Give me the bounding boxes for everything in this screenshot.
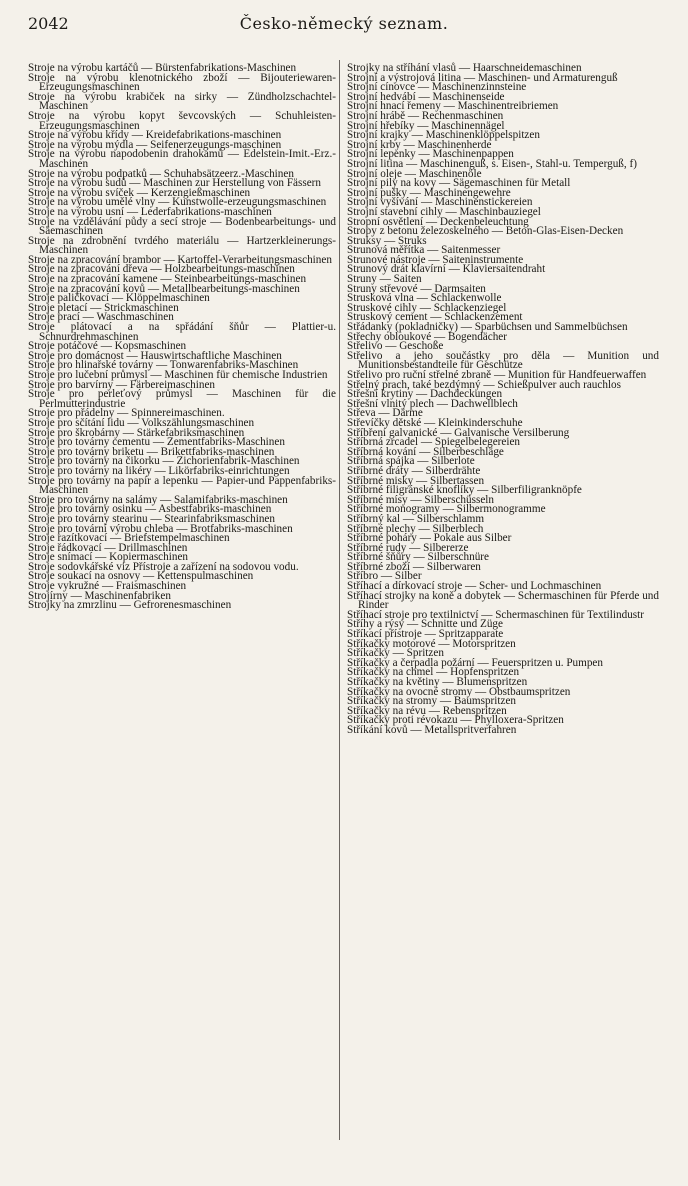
- index-entry: Střeva — Därme: [347, 407, 423, 420]
- index-entry: Strojní krajky — Maschinenklöppelspitzen: [347, 129, 540, 142]
- index-entry: Stroje pro továrny na papír a lepenku — Papier-und Pappenfabriks-Maschinen: [28, 474, 336, 497]
- index-entry: Stroje na zpracování kovů — Metallbearbeitungs-maschinen: [28, 282, 300, 295]
- index-entry: Stroje na zdrobnění tvrdého materiálu — Hartzerkleinerungs-Maschinen: [28, 234, 336, 257]
- page-title: Česko-německý seznam.: [239, 14, 449, 33]
- left-column: [28, 64, 336, 611]
- index-entry: Stříbrné šňůry — Silberschnüre: [347, 551, 489, 564]
- index-entry: Struskové cihly — Schlackenziegel: [347, 301, 507, 314]
- index-entry: Stříbrné plechy — Silberblech: [347, 522, 484, 535]
- index-entry: Strojní oleje — Maschinenöle: [347, 167, 482, 180]
- index-entry: Strojní pušky — Maschinengewehre: [347, 186, 511, 199]
- index-entry: Stroje pro továrny stearinu — Stearinfabriksmaschinen: [28, 512, 275, 525]
- index-entry: Strojní krby — Maschinenherde: [347, 138, 492, 151]
- index-entry: Strojky na zmrzlinu — Gefrorenesmaschinen: [28, 599, 232, 612]
- index-entry: Stroje vykružné — Fraismaschinen: [28, 580, 187, 593]
- index-entry: Střádanky (pokladničky) — Sparbüchsen und Sammelbüchsen: [347, 321, 628, 334]
- index-entry: Stříkačky na ovocné stromy — Obstbaumspritzen: [347, 685, 571, 698]
- index-entry: Stroje na výrobu svíček — Kerzengießmaschinen: [28, 186, 251, 199]
- index-entry: Strojní stavební cihly — Maschinbauziegel: [347, 205, 541, 218]
- index-entry: Stroje na zpracování brambor — Kartoffel-Verarbeitungsmaschinen: [28, 253, 332, 266]
- index-entry: Strojní cínovce — Maschinenzinnsteine: [347, 81, 527, 94]
- index-entry: Stroje plátovací a na spřádání šňůr — Plattier-u. Schnurdrehmaschinen: [28, 321, 336, 343]
- index-entry: Struskový cement — Schlackenzement: [347, 311, 523, 324]
- index-entry: Střechy obloukové — Bogendächer: [347, 330, 508, 343]
- index-entry: Stříhy a rýsy — Schnitte und Züge: [347, 618, 503, 631]
- index-entry: Stříbrné filigránské knoflíky — Silberfiligranknöpfe: [347, 484, 582, 497]
- index-entry: Strojní a výstrojová litina — Maschinen- und Armaturenguß: [347, 71, 618, 84]
- index-entry: Stříkačky na chmel — Hopfenspritzen: [347, 666, 520, 679]
- index-entry: Stříbrná kování — Silberbeschläge: [347, 445, 504, 458]
- index-entry: Stříbrné mísy — Silberschüsseln: [347, 493, 494, 506]
- index-entry: Stroje pro škrobárny — Stärkefabriksmaschinen: [28, 426, 245, 439]
- index-entry: Stroje pro továrny na čikorku — Zichorienfabrik-Maschinen: [28, 455, 300, 468]
- index-entry: Střevíčky dětské — Kleinkinderschuhe: [347, 416, 523, 429]
- index-entry: Stroje pletací — Strickmaschinen: [28, 301, 179, 314]
- index-entry: Strojní pily na kovy — Sägemaschinen für Metall: [347, 177, 571, 190]
- index-entry: Střelný prach, také bezdýmný — Schießpulver auch rauchlos: [347, 378, 622, 391]
- index-entry: Stříkačky proti révokazu — Phylloxera-Spritzen: [347, 714, 564, 727]
- index-entry: Strojní hřebíky — Maschinennägel: [347, 119, 505, 132]
- index-entry: Stříkačky a čerpadla požární — Feuerspritzen u. Pumpen: [347, 656, 603, 669]
- index-entry: Stroje soukací na osnovy — Kettenspulmaschinen: [28, 570, 254, 583]
- index-entry: Stroje snímací — Kopiermaschinen: [28, 551, 189, 564]
- index-entry: Strojní hedvábí — Maschinenseide: [347, 90, 505, 103]
- index-entry: Stroje pro továrny cementu — Zementfabriks-Maschinen: [28, 436, 285, 449]
- index-entry: Stříkačky na květiny — Blumenspritzen: [347, 676, 528, 688]
- index-entry: Strojní vyšívání — Maschinenstickereien: [347, 196, 533, 209]
- index-entry: Stříbrné dráty — Silberdrähte: [347, 464, 481, 477]
- index-entry: Stříbrná spájka — Silberlote: [347, 455, 475, 468]
- index-entry: Stroje razítkovací — Briefstempelmaschinen: [28, 532, 230, 545]
- index-entry: Strojky na stříhání vlasů — Haarschneidemaschinen: [347, 62, 582, 74]
- page-header: [0, 14, 688, 40]
- index-entry: Stroje na výrobu podpatků — Schuhabsätzeerz.-Maschinen: [28, 167, 294, 180]
- index-entry: Stříbrné poháry — Pokale aus Silber: [347, 532, 512, 545]
- index-entry: Stroje paličkovací — Klöppelmaschinen: [28, 292, 210, 305]
- index-entry: Stroje na výrobu krabiček na sirky — Zündholzschachtel-Maschinen: [28, 90, 336, 113]
- index-entry: Strunová měřítka — Saitenmesser: [347, 244, 501, 257]
- index-entry: Stroje pro továrny na likéry — Likörfabriks-einrichtungen: [28, 464, 290, 477]
- index-entry: Struny — Saiten: [347, 273, 422, 286]
- index-entry: Stropy z betonu železoskelného — Beton-Glas-Eisen-Decken: [347, 225, 624, 238]
- index-entry: Stropní osvětlení — Deckenbeleuchtung: [347, 215, 529, 228]
- index-entry: Stroje prací — Waschmaschinen: [28, 311, 174, 324]
- index-entry: Strojní lepenky — Maschinenpappen: [347, 148, 514, 161]
- index-entry: Stroje potáčové — Kopsmaschinen: [28, 340, 187, 353]
- index-entry: Stroje na výrobu mýdla — Seifenerzeugungs-maschinen: [28, 138, 282, 151]
- index-entry: Stroje řádkovací — Drillmaschinen: [28, 541, 188, 554]
- index-entry: Strunové nástroje — Saiteninstrumente: [347, 253, 524, 266]
- index-entry: Stroje pro továrny osinku — Asbestfabriks-maschinen: [28, 503, 272, 516]
- index-entry: Stroje pro tovární výrobu chleba — Brotfabriks-maschinen: [28, 522, 293, 535]
- index-entry: Strojírny — Maschinenfabriken: [28, 589, 171, 602]
- index-entry: Střešní vlnitý plech — Dachwellblech: [347, 397, 518, 410]
- index-entry: Stříkačky na révu — Rebenspritzen: [347, 704, 507, 717]
- index-entry: Stroje na výrobu napodobenin drahokamů — Edelstein-Imit.-Erz.-Maschinen: [28, 148, 336, 170]
- index-entry: Stroje na výrobu křídy — Kreidefabrikations-maschinen: [28, 129, 282, 142]
- index-entry: Střešní krytiny — Dachdeckungen: [347, 388, 503, 401]
- index-entry: Stroje na zpracování dřeva — Holzbearbeitungs-maschinen: [28, 263, 295, 276]
- index-entry: Stroje na výrobu umělé vlny — Kunstwolle-erzeugungsmaschinen: [28, 196, 327, 209]
- index-entry: Stroje na výrobu kopyt ševcovských — Schuhleisten-Erzeugungsmaschinen: [28, 109, 336, 132]
- index-entry: Strunový drát klavírní — Klaviersaitendraht: [347, 263, 546, 276]
- index-entry: Stroje pro perleťový průmysl — Maschinen für die Perlmutterindustrie: [28, 388, 336, 410]
- index-entry: Stříbrná zrcadel — Spiegelbelegereien: [347, 436, 521, 449]
- right-column: [347, 64, 659, 736]
- index-entry: Stroje na výrobu sudů — Maschinen zur Herstellung von Fässern: [28, 177, 321, 190]
- index-entry: Stříbrné misky — Silbertassen: [347, 474, 485, 487]
- index-entry: Stroje pro barvírny — Färbereimaschinen: [28, 378, 216, 391]
- index-entry: Střelivo — Geschoße: [347, 340, 444, 353]
- index-entry: Stroje na výrobu klenotnického zboží — Bijouteriewaren-Erzeugungsmaschinen: [28, 71, 336, 94]
- index-entry: Stroje pro sčítání lidu — Volkszählungsmaschinen: [28, 416, 255, 429]
- index-entry: Stříkačky motorové — Motorspritzen: [347, 637, 516, 650]
- index-entry: Strojní litina — Maschinenguß, s. Eisen-, Stahl-u. Temperguß, f): [347, 157, 637, 170]
- index-entry: Stroje pro hlinařské továrny — Tonwarenfabriks-Maschinen: [28, 359, 299, 372]
- index-entry: Stříkačky — Spritzen: [347, 647, 444, 660]
- index-entry: Stroje na vzdělávání půdy a secí stroje — Bodenbearbeitungs- und Säemaschinen: [28, 215, 336, 238]
- page-number: 2042: [28, 14, 69, 33]
- index-entry: Střelivo pro ruční střelné zbraně — Munition für Handfeuerwaffen: [347, 369, 647, 381]
- index-entry: Stroje pro přádelny — Spinnereimaschinen.: [28, 407, 225, 420]
- index-entry: Stroje na výrobu usní — Lederfabrikations-maschinen: [28, 205, 272, 218]
- index-entry: Stroje na výrobu kartáčů — Bürstenfabrikations-Maschinen: [28, 62, 297, 74]
- index-entry: Stříkání kovů — Metallspritverfahren: [347, 723, 517, 736]
- index-entry: Stříkačky na stromy — Baumspritzen: [347, 695, 517, 708]
- index-entry: Stroje pro továrny briketu — Brikettfabriks-maschinen: [28, 445, 275, 458]
- index-entry: Stříhací a dírkovací stroje — Scher- und Lochmaschinen: [347, 580, 602, 593]
- index-entry: Stříbrný kal — Silberschlamm: [347, 512, 485, 525]
- index-entry: Stroje pro lučební průmysl — Maschinen für chemische Industrien: [28, 369, 328, 381]
- index-entry: Stroje pro domácnost — Hauswirtschaftliche Maschinen: [28, 349, 282, 362]
- index-entry: Střelivo a jeho součástky pro děla — Munition und Munitionsbestandteile für Geschütze: [347, 349, 659, 372]
- index-entry: Stroje pro továrny na salámy — Salamifabriks-maschinen: [28, 493, 288, 506]
- index-entry: Stříbro — Silber: [347, 570, 422, 583]
- index-entry: Stříhací stroje pro textilnictví — Schermaschinen für Textilindustr: [347, 608, 644, 621]
- column-divider: [339, 60, 340, 1140]
- index-entry: Stříhací strojky na koně a dobytek — Schermaschinen für Pferde und Rinder: [347, 589, 659, 612]
- index-entry: Stroje sodovkářské viz Přístroje a zařízení na sodovou vodu.: [28, 560, 299, 573]
- index-entry: Stříkací přístroje — Spritzapparate: [347, 628, 504, 641]
- index-entry: Stříbrné zboží — Silberwaren: [347, 560, 481, 573]
- index-entry: Struksy — Struks: [347, 234, 427, 247]
- index-entry: Stříbrné monogramy — Silbermonogramme: [347, 503, 546, 516]
- index-entry: Stříbrné rudy — Silbererze: [347, 541, 469, 554]
- index-entry: Strojní hnací řemeny — Maschinentreibriemen: [347, 100, 559, 113]
- index-entry: Strojní hrábě — Rechenmaschinen: [347, 109, 504, 122]
- index-entry: Strusková vlna — Schlackenwolle: [347, 292, 502, 305]
- index-entry: Struny střevové — Darmsaiten: [347, 282, 486, 295]
- index-entry: Stříbření galvanické — Galvanische Versilberung: [347, 426, 570, 439]
- index-entry: Stroje na zpracování kamene — Steinbearbeitungs-maschinen: [28, 273, 307, 286]
